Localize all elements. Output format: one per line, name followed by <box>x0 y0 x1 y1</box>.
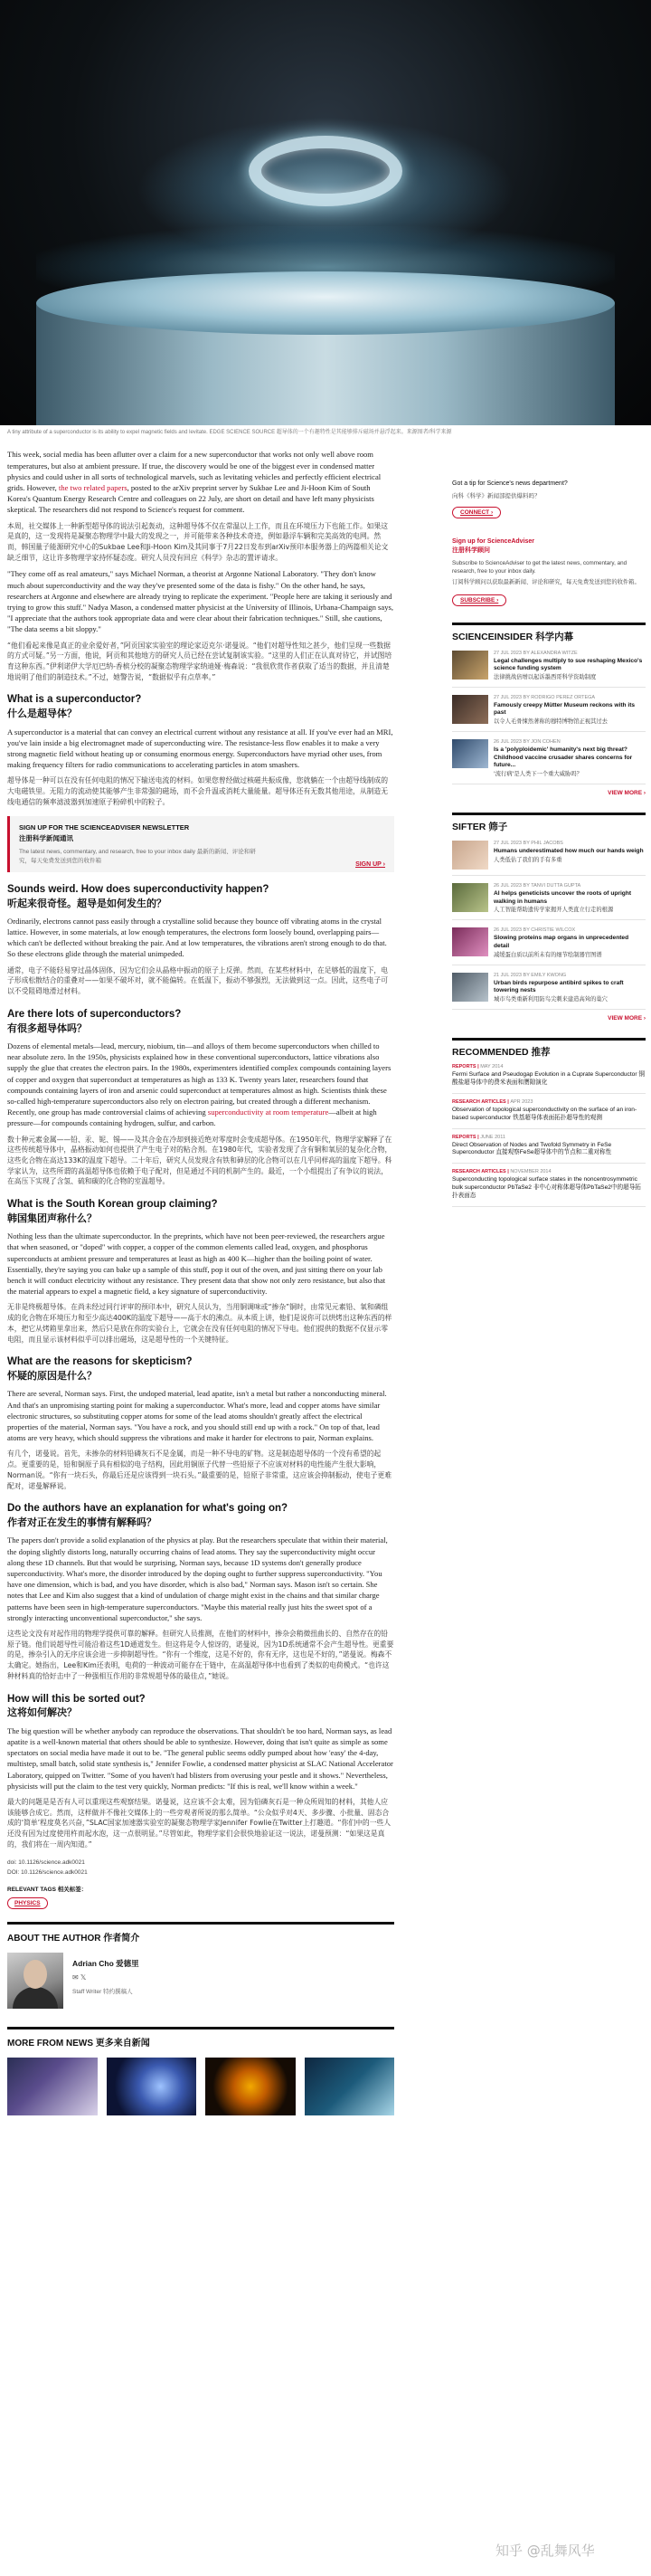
paragraph-claim: Nothing less than the ultimate superconductor. In the preprints, which have not been peer-reviewed, the researchers argue that when seasoned, or "doped" with copper, a copper of the common elements called lead, oxygen, and phosphorus superconducts at ambient pressure and temperatures at least as high as 400 K—higher than the boiling point of water. Essentially, they're saying you can bake up a sample of this stuff, pop it out of the oven, and just sitting there on your lab bench it will conduct electricity without any resistance. They present data that show not only zero resistance, but also that the material appears to expel a magnetic field, a key signature of superconductivity. <box>7 1231 386 1297</box>
paragraph-lots-cn: 数十种元素金属——铅、汞、铌、锡——及其合金在冷却到接近绝对零度时会变成超导体。在1950年代，物理学家解释了在这些传统超导体中，晶格振动如何也提供了产生电子对的粘合剂。在1980年代，实验者发现了含有铜和氧层的复杂化合物，这些化合物在高达133K的温度下超导。二十年后，研究人员发现含有铁和砷层的化合物可以在几乎同样高的温度下超导。科学家认为，这些所谓的高温超导体也依赖于电子配对，但是通过不同的机制产生的。最近，一个小组提出了有争议的说法，在高压下实现了含氢、硫和碳的化合物的室温超导。 <box>7 1135 392 1186</box>
item-headline-cn: 以令人毛骨悚然著称的穆特博物馆正视其过去 <box>494 718 608 726</box>
item-thumbnail <box>452 883 488 912</box>
section-heading-lots: Are there lots of superconductors? <box>7 1008 182 1020</box>
item-meta: REPORTS | MAY 2014 <box>452 1063 504 1069</box>
adviser-ad-title[interactable]: Sign up for ScienceAdviser <box>452 538 535 546</box>
item-meta: 27 JUL 2023 BY PHIL JACOBS <box>494 841 563 847</box>
avatar-face <box>24 1960 47 1989</box>
news-thumbnail[interactable] <box>205 2058 296 2115</box>
paragraph-what-is: A superconductor is a material that can convey an electrical current without any resistance at all. If you've ever had an MRI, you've lain inside a big electromagnet made of superconducting wire. The resistance-less flow enables it to make a very strong magnetic field without heating up or consuming enormous energy. Superconductors have myriad other uses, from making frequency filters for radio communications to accelerating particles in atom smashers. <box>7 727 393 770</box>
item-meta: 21 JUL 2023 BY EMILY KWONG <box>494 972 567 978</box>
item-thumbnail <box>452 927 488 956</box>
news-tip-text: Got a tip for Science's news department? <box>452 480 568 488</box>
hero-image <box>0 0 651 425</box>
more-from-news-heading: MORE FROM NEWS 更多来自新闻 <box>7 2039 150 2049</box>
item-thumbnail <box>452 841 488 870</box>
item-meta: RESEARCH ARTICLES | APR 2023 <box>452 1098 533 1105</box>
sifter-widget <box>452 813 646 1022</box>
subscribe-button[interactable]: SUBSCRIBE › <box>452 594 506 606</box>
paragraph-skepticism: There are several, Norman says. First, the undoped material, lead apatite, isn't a metal but rather a nonconducting mineral. And that's an unpromising starting point for making a superconductor. What's more, lead and copper atoms have similar electronic structures, so substituting copper atoms for some of the lead atoms shouldn't greatly affect the electrical properties of the material, Norman says. "You have a rock, and you should still end up with a rock." On top of that, lead atoms are very heavy, which should suppress the vibrations and make it harder for electrons to pair, Norman explains. <box>7 1389 387 1443</box>
item-thumbnail <box>452 651 488 680</box>
list-item[interactable] <box>452 883 646 920</box>
about-author-section <box>7 1922 394 2009</box>
item-headline[interactable]: AI helps geneticists uncover the roots of upright walking in humans <box>494 890 632 905</box>
item-thumbnail <box>452 695 488 724</box>
paragraph-intro-cn: 本周，社交媒体上一种新型超导体的说法引起轰动，这种超导体不仅在常温以上工作，而且在环境压力下也能工作。如果这是真的，这一发现将是凝聚态物理学中最大的发现之一，并可能带来各种技术奇迹，例如悬浮车辆和完美高效的电网。然而，韩国量子能源研究中心的Sukbae Lee和Ji-Hoon Kim及其同事于7月22日发布到arXiv预印本服务器上的两篇相关论文缺乏细节，这让许多物理学家持怀疑态度。研究人员没有回应《科学》杂志的置评请求。 <box>7 521 389 562</box>
zhihu-watermark: 知乎 @乱舞风华 <box>495 2543 595 2559</box>
paragraph-what-is-cn: 超导体是一种可以在没有任何电阻的情况下输送电流的材料。如果您曾经做过核磁共振成像，您就躺在一个由超导线制成的大电磁铁里。无阻力的流动使其能够产生非常强的磁场，而不会升温或消耗大量能量。超导体还有无数其他用途，从制造无线电通信的频率滤波器到加速原子粉碎机中的粒子。 <box>7 776 389 806</box>
item-headline-cn: 减缓蛋白质以前所未有的细节绘制器官图谱 <box>494 951 602 958</box>
item-headline[interactable]: Superconducting topological surface states in the noncentrosymmetric bulk superconductor PbTaSe2 非中心对称体超导体PbTaSe2中的超导拓扑表面态 <box>452 1176 641 1200</box>
list-item[interactable] <box>452 927 646 965</box>
author-name[interactable]: Adrian Cho 爱德里 <box>72 1959 139 1969</box>
paragraph-norman-cn: “他们看起来像是真正的业余爱好者，”阿贡国家实验室的理论家迈克尔·诺曼说。“他们对超导性知之甚少，他们呈现一些数据的方式可疑。”另一方面，他说，阿贡和其他地方的研究人员已经在尝试复制该实验。“这里的人们正在认真对待它，并试图培育这种东西。”伊利诺伊大学厄巴纳-香槟分校的凝聚态物理学家纳迪娅·梅森说：“我很欣赏作者获取了适当的数据，并且清楚地说明了他们的制造技术。”不过，她警告说，“数据似乎有点草率。” <box>7 641 392 681</box>
item-headline[interactable]: Slowing proteins map organs in unprecedented detail <box>494 935 629 949</box>
news-thumbnail[interactable] <box>305 2058 395 2115</box>
section-heading-sorted-cn: 这将如何解决？ <box>7 1706 77 1719</box>
item-headline[interactable]: Humans underestimated how much our hands weigh <box>494 848 644 855</box>
news-thumbnail[interactable] <box>107 2058 197 2115</box>
list-item[interactable] <box>452 841 646 876</box>
doi-block <box>7 1858 394 1877</box>
author-row <box>7 1953 394 2009</box>
list-item[interactable] <box>452 1129 646 1164</box>
item-meta: REPORTS | JUNE 2011 <box>452 1134 505 1140</box>
section-heading-claim-cn: 韩国集团声称什么？ <box>7 1212 97 1224</box>
doi-line-cn: DOI: 10.1126/science.adk0021 <box>7 1868 88 1876</box>
newsletter-signup-box <box>7 816 394 871</box>
doi-line: doi: 10.1126/science.adk0021 <box>7 1859 85 1867</box>
section-heading-lots-cn: 有很多超导体吗？ <box>7 1022 87 1034</box>
item-thumbnail <box>452 973 488 1002</box>
section-heading-how-cn: 听起来很奇怪。超导是如何发生的？ <box>7 897 166 909</box>
list-item[interactable] <box>452 651 646 688</box>
item-headline[interactable]: Is a 'polyploidemic' humanity's next big threat? Childhood vaccine crusader shares concerns for future... <box>494 746 633 769</box>
item-headline-cn: '流行病'是人类下一个重大威胁吗？ <box>494 770 582 777</box>
paragraph-sorted: The big question will be whether anybody can reproduce the observations. That shouldn't be too hard, Norman says, as lead apatite is a well-known material that others should be able to synthesize. However, doing that isn't quite as simple as some spectators on social media have made it out to be. "The general public seems oddly pumped about how 'easy' the 4-day, multistep, small batch, solid state synthesis is," Jennifer Fowlie, a condensed matter physicist at SLAC National Accelerator Laboratory, quipped on Twitter. "Some of you haven't had blisters from overusing your pestle and it shows." Nevertheless, physicists will put the claim to the test very quickly, Norman predicts: "If this is real, we'll know within a week." <box>7 1725 393 1791</box>
paragraph-claim-cn: 无非是终极超导体。在尚未经过同行评审的预印本中，研究人员认为，当用铜调味或“掺杂”铜时，由常见元素铅、氧和磷组成的化合物在环境压力和至少高达400K的温度下超导——高于水的沸点。从本质上讲，他们是说你可以烘烤出这种东西的样本，把它从烤箱里拿出来，然后只是放在你的实验台上，它就会在没有任何电阻的情况下导电。他们提供的数据不仅显示零电阻，而且显示该材料似乎可以排出磁场，这是超导性的一个关键特征。 <box>7 1303 392 1344</box>
newsletter-title-cn: 注册科学新闻通讯 <box>19 834 73 843</box>
section-heading-what-is-cn: 什么是超导体？ <box>7 708 77 720</box>
paragraph-lots: Dozens of elemental metals—lead, mercury, niobium, tin—and alloys of them become superconductors when chilled to near absolute zero. In the 1950s, physicists explained how in these conventional superconductors, lattice vibrations also supply the glue that creates the electron pairs. In the 1980s, experimenters identified complex compounds containing layers of copper and oxygen that superconduct at temperatures as high as 133 K. Twenty years later, researchers found that compounds containing layers of iron and arsenic could superconduct at temperatures almost as high. Scientists think these so-called high-temperature superconductors also rely on electron pairing, but created through a different mechanism. Recently, one group has made controversial claims of achieving superconductivity at room temperature—albeit at high pressure—for compounds containing hydrogen, sulfur, and carbon. <box>7 1041 392 1128</box>
sifter-title: SIFTER 筛子 <box>452 822 508 833</box>
item-thumbnail <box>452 739 488 768</box>
about-author-heading: ABOUT THE AUTHOR 作者简介 <box>7 1934 140 1944</box>
item-headline[interactable]: Observation of topological superconductivity on the surface of an iron-based superconductor 铁基超导体表面拓扑超导性的观测 <box>452 1106 637 1121</box>
newsletter-title: SIGN UP FOR THE SCIENCEADVISER NEWSLETTER <box>19 823 190 832</box>
related-papers-link[interactable]: the two related papers <box>58 483 127 492</box>
relevant-tags-label: RELEVANT TAGS 相关标签： <box>7 1887 88 1894</box>
recommended-title: RECOMMENDED 推荐 <box>452 1046 551 1058</box>
sifter-view-more-link[interactable]: VIEW MORE › <box>608 1014 646 1022</box>
section-heading-skepticism: What are the reasons for skepticism? <box>7 1356 193 1368</box>
item-headline-cn: 人类低估了我们的手有多重 <box>494 856 562 863</box>
item-meta: 26 JUL 2023 BY TANVI DUTTA GUPTA <box>494 883 581 889</box>
list-item[interactable] <box>452 739 646 784</box>
list-item[interactable] <box>452 1094 646 1129</box>
article-body <box>7 449 394 2115</box>
news-tip-box <box>452 480 646 518</box>
paragraph-sorted-cn: 最大的问题是是否有人可以重现这些观察结果。诺曼说，这应该不会太难，因为铅磷灰石是一种众所周知的材料，其他人应该能够合成它。然而，这样做并不像社交媒体上的一些旁观者所说的那么简单。“公众似乎对4天、多步骤、小批量、固态合成的‘简单’程度莫名兴奋，”SLAC国家加速器实验室的凝聚态物理学家Jennifer Fowlie在Twitter上打趣道。“你们中的一些人还没有因为过度使用杵而起水泡，这一点很明显。”尽管如此，物理学家们会很快地验证这一说法，诺曼预测：“如果这是真的，我们将在一周内知道。” <box>7 1797 392 1849</box>
newsletter-signup-button[interactable]: SIGN UP › <box>355 861 385 869</box>
content-columns <box>0 449 651 2566</box>
section-heading-skepticism-cn: 怀疑的原因是什么？ <box>7 1370 97 1383</box>
section-heading-explanation-cn: 作者对正在发生的事情有解释吗？ <box>7 1516 156 1529</box>
adviser-ad-desc-cn: 订阅科学顾问以获取最新新闻、评论和研究，每天免费发送到您的收件箱。 <box>452 578 640 585</box>
paragraph-norman: "They come off as real amateurs," says Michael Norman, a theorist at Argonne National Laboratory. "They don't know much about superconductivity and the way they've presented some of the data is fishy." On the other hand, he says, researchers at Argonne and elsewhere are already trying to replicate the experiment. "People here are taking it seriously and trying to grow this stuff." Nadya Mason, a condensed matter physicist at the University of Illinois, Urbana-Champaign says, "I appreciate that the authors took appropriate data and were clear about their fabrication techniques." Still, she cautions, "The data seems a bit sloppy." <box>7 569 393 634</box>
paragraph-explanation: The papers don't provide a solid explanation of the physics at play. But the researchers speculate that within their material, the doping slightly distorts long, naturally occurring chains of lead atoms. They say the superconductivity might occur along these 1D channels. But that would be surprising, Norman says, because 1D systems don't generally produce superconductivity. What's more, the disorder introduced by the doping ought to further suppress superconductivity. "You have one dimension, which is bad, and you have disorder, which is also bad," Norman says. Mason isn't so certain. She notes that Lee and Kim also suggest that a kind of undulation of charge might exist in the chains and that similar charge patterns have been seen in high-temperature superconductors. "Maybe this material really just hits the sweet spot of a strongly interacting unconventional superconductor," she says. <box>7 1535 388 1622</box>
recommended-widget <box>452 1038 646 1207</box>
connect-button[interactable]: CONNECT › <box>452 507 501 518</box>
adviser-ad-desc: Subscribe to ScienceAdviser to get the latest news, commentary, and research, free to your inbox daily. <box>452 560 627 575</box>
paragraph-intro: This week, social media has been aflutter over a claim for a new superconductor that works not only well above room temperatures, but also at ambient pressure. If true, the discovery would be one of the biggest ever in condensed matter physics and could usher in all sorts of technological marvels, such as levitating vehicles and perfectly efficient electrical grids. However, the two related papers, posted to the arXiv preprint server by Sukbae Lee and Ji-Hoon Kim of South Korea's Quantum Energy Research Centre and colleagues on 22 July, are short on detail and have left many physicists skeptical. The researchers did not respond to Science's request for comment. <box>7 450 382 515</box>
tag-physics[interactable]: PHYSICS <box>7 1897 48 1909</box>
item-meta: 27 JUL 2023 BY ALEXANDRA WITZE <box>494 650 578 656</box>
avatar[interactable] <box>7 1953 63 2009</box>
newsletter-desc: The latest news, commentary, and research, free to your inbox daily 最新的新闻、评论和研究，每天免费发送到您的收件箱 <box>19 849 256 864</box>
hero-caption: A tiny attribute of a superconductor is its ability to expel magnetic fields and levitate. EDGE SCIENCE SOURCE 超导体的一个有趣特性是其能够排斥磁场并悬浮起来。来源图者/科学来源 <box>7 430 452 435</box>
hero-disk-top <box>36 271 615 335</box>
scienceinsider-widget <box>452 623 646 796</box>
item-meta: 26 JUL 2023 BY CHRISTIE WILCOX <box>494 927 576 934</box>
list-item[interactable] <box>452 695 646 732</box>
more-news-thumbnails <box>7 2058 394 2115</box>
adviser-ad-title-cn: 注册科学顾问 <box>452 547 490 555</box>
insider-view-more-link[interactable]: VIEW MORE › <box>608 790 646 797</box>
paragraph-explanation-cn: 这些论文没有对起作用的物理学提供可靠的解释。但研究人员推测，在他们的材料中，掺杂会稍微扭曲长的、自然存在的铅原子链。他们说超导性可能沿着这些1D通道发生。但这将是令人惊讶的，诺曼说，因为1D系统通常不会产生超导性。更重要的是，掺杂引入的无序应该会进一步抑制超导性。“你有一个维度，这是不好的，你有无序，这也是不好的，”诺曼说。梅森不太确定。她指出，Lee和Kim还表明，电荷的一种波动可能存在于链中，在高温超导体中也看到了类似的电荷模式。“也许这种材料真的恰好击中了一种强相互作用的非常规超导体的最佳点，”她说。 <box>7 1630 394 1680</box>
news-tip-text-cn: 向科《科学》新闻部提供爆料吗？ <box>452 492 541 500</box>
paragraph-skepticism-cn: 有几个，诺曼说。首先，未掺杂的材料铅磷灰石不是金属，而是一种不导电的矿物。这是制造超导体的一个没有希望的起点。更重要的是，铅和铜原子具有相似的电子结构，因此用铜原子代替一些铅原子不应该对材料的电性能产生很大影响，Norman说。“你有一块石头，你最后还是应该得到一块石头。”最重要的是，铅原子非常重，这应该会抑制振动，使电子更难配对，诺曼解释说。 <box>7 1450 392 1490</box>
section-heading-explanation: Do the authors have an explanation for what's going on? <box>7 1503 288 1515</box>
scienceinsider-title: SCIENCEINSIDER 科学内幕 <box>452 631 574 642</box>
item-headline[interactable]: Fermi Surface and Pseudogap Evolution in a Cuprate Superconductor 铜酸盐超导体中的费米表面和赝隙演化 <box>452 1070 645 1086</box>
list-item[interactable] <box>452 973 646 1010</box>
section-heading-claim: What is the South Korean group claiming? <box>7 1199 218 1211</box>
author-role: Staff Writer 特约撰稿人 <box>72 1989 133 1996</box>
section-heading-sorted: How will this be sorted out? <box>7 1693 146 1705</box>
item-headline[interactable]: Direct Observation of Nodes and Twofold Symmetry in FeSe Superconductor 直接观察FeSe超导体中的节点和二重对称性 <box>452 1141 612 1156</box>
section-heading-how: Sounds weird. How does superconductivity happen? <box>7 883 269 895</box>
more-from-news-section <box>7 2027 394 2115</box>
author-contact-icons[interactable]: ✉ 𝕏 <box>72 1973 87 1982</box>
item-headline-cn: 城市鸟类重新利用防鸟尖刺来建造高耸的巢穴 <box>494 995 608 1003</box>
item-headline-cn: 人工智能帮助遗传学家揭开人类直立行走的根源 <box>494 907 614 914</box>
paragraph-how: Ordinarily, electrons cannot pass easily through a crystalline solid because they bounce off vibrating atoms in the crystal lattice. However, in some materials, at low enough temperatures, the electrons form loosely bound, overlapping pairs—which can't be deflected without breaking the pair. And at low temperatures, the vibrations aren't strong enough to do that. So these electrons glide through the material unimpeded. <box>7 916 387 959</box>
levitating-magnet-ring <box>249 136 402 206</box>
item-meta: RESEARCH ARTICLES | NOVEMBER 2014 <box>452 1169 552 1175</box>
item-headline[interactable]: Legal challenges multiply to sue reshaping Mexico's science funding system <box>494 657 643 672</box>
item-headline-cn: 法律挑战倍增以起诉墨西哥科学资助制度 <box>494 673 597 680</box>
paragraph-how-cn: 通常，电子不能轻易穿过晶体固体，因为它们会从晶格中振动的原子上反弹。然而，在某些材料中，在足够低的温度下，电子形成松散结合的重叠对——如果不破坏对，就不能偏转。在低温下，振动不够强烈，无法做到这一点。因此，这些电子可以不受阻碍地滑过材料。 <box>7 965 389 996</box>
item-headline[interactable]: Urban birds repurpose antibird spikes to craft towering nests <box>494 979 624 994</box>
item-headline[interactable]: Famously creepy Mütter Museum reckons with its past <box>494 701 636 717</box>
author-info <box>72 1953 139 2009</box>
room-temperature-link[interactable]: superconductivity at room temperature <box>207 1107 329 1117</box>
news-thumbnail[interactable] <box>7 2058 98 2115</box>
avatar-body <box>13 1987 58 2009</box>
sidebar <box>452 480 646 1207</box>
item-meta: 26 JUL 2023 BY JON COHEN <box>494 739 561 746</box>
list-item[interactable] <box>452 1059 646 1094</box>
item-meta: 27 JUL 2023 BY RODRIGO PEREZ ORTEGA <box>494 694 596 700</box>
science-adviser-ad <box>452 538 646 605</box>
list-item[interactable] <box>452 1164 646 1207</box>
section-heading-what-is: What is a superconductor? <box>7 694 142 706</box>
